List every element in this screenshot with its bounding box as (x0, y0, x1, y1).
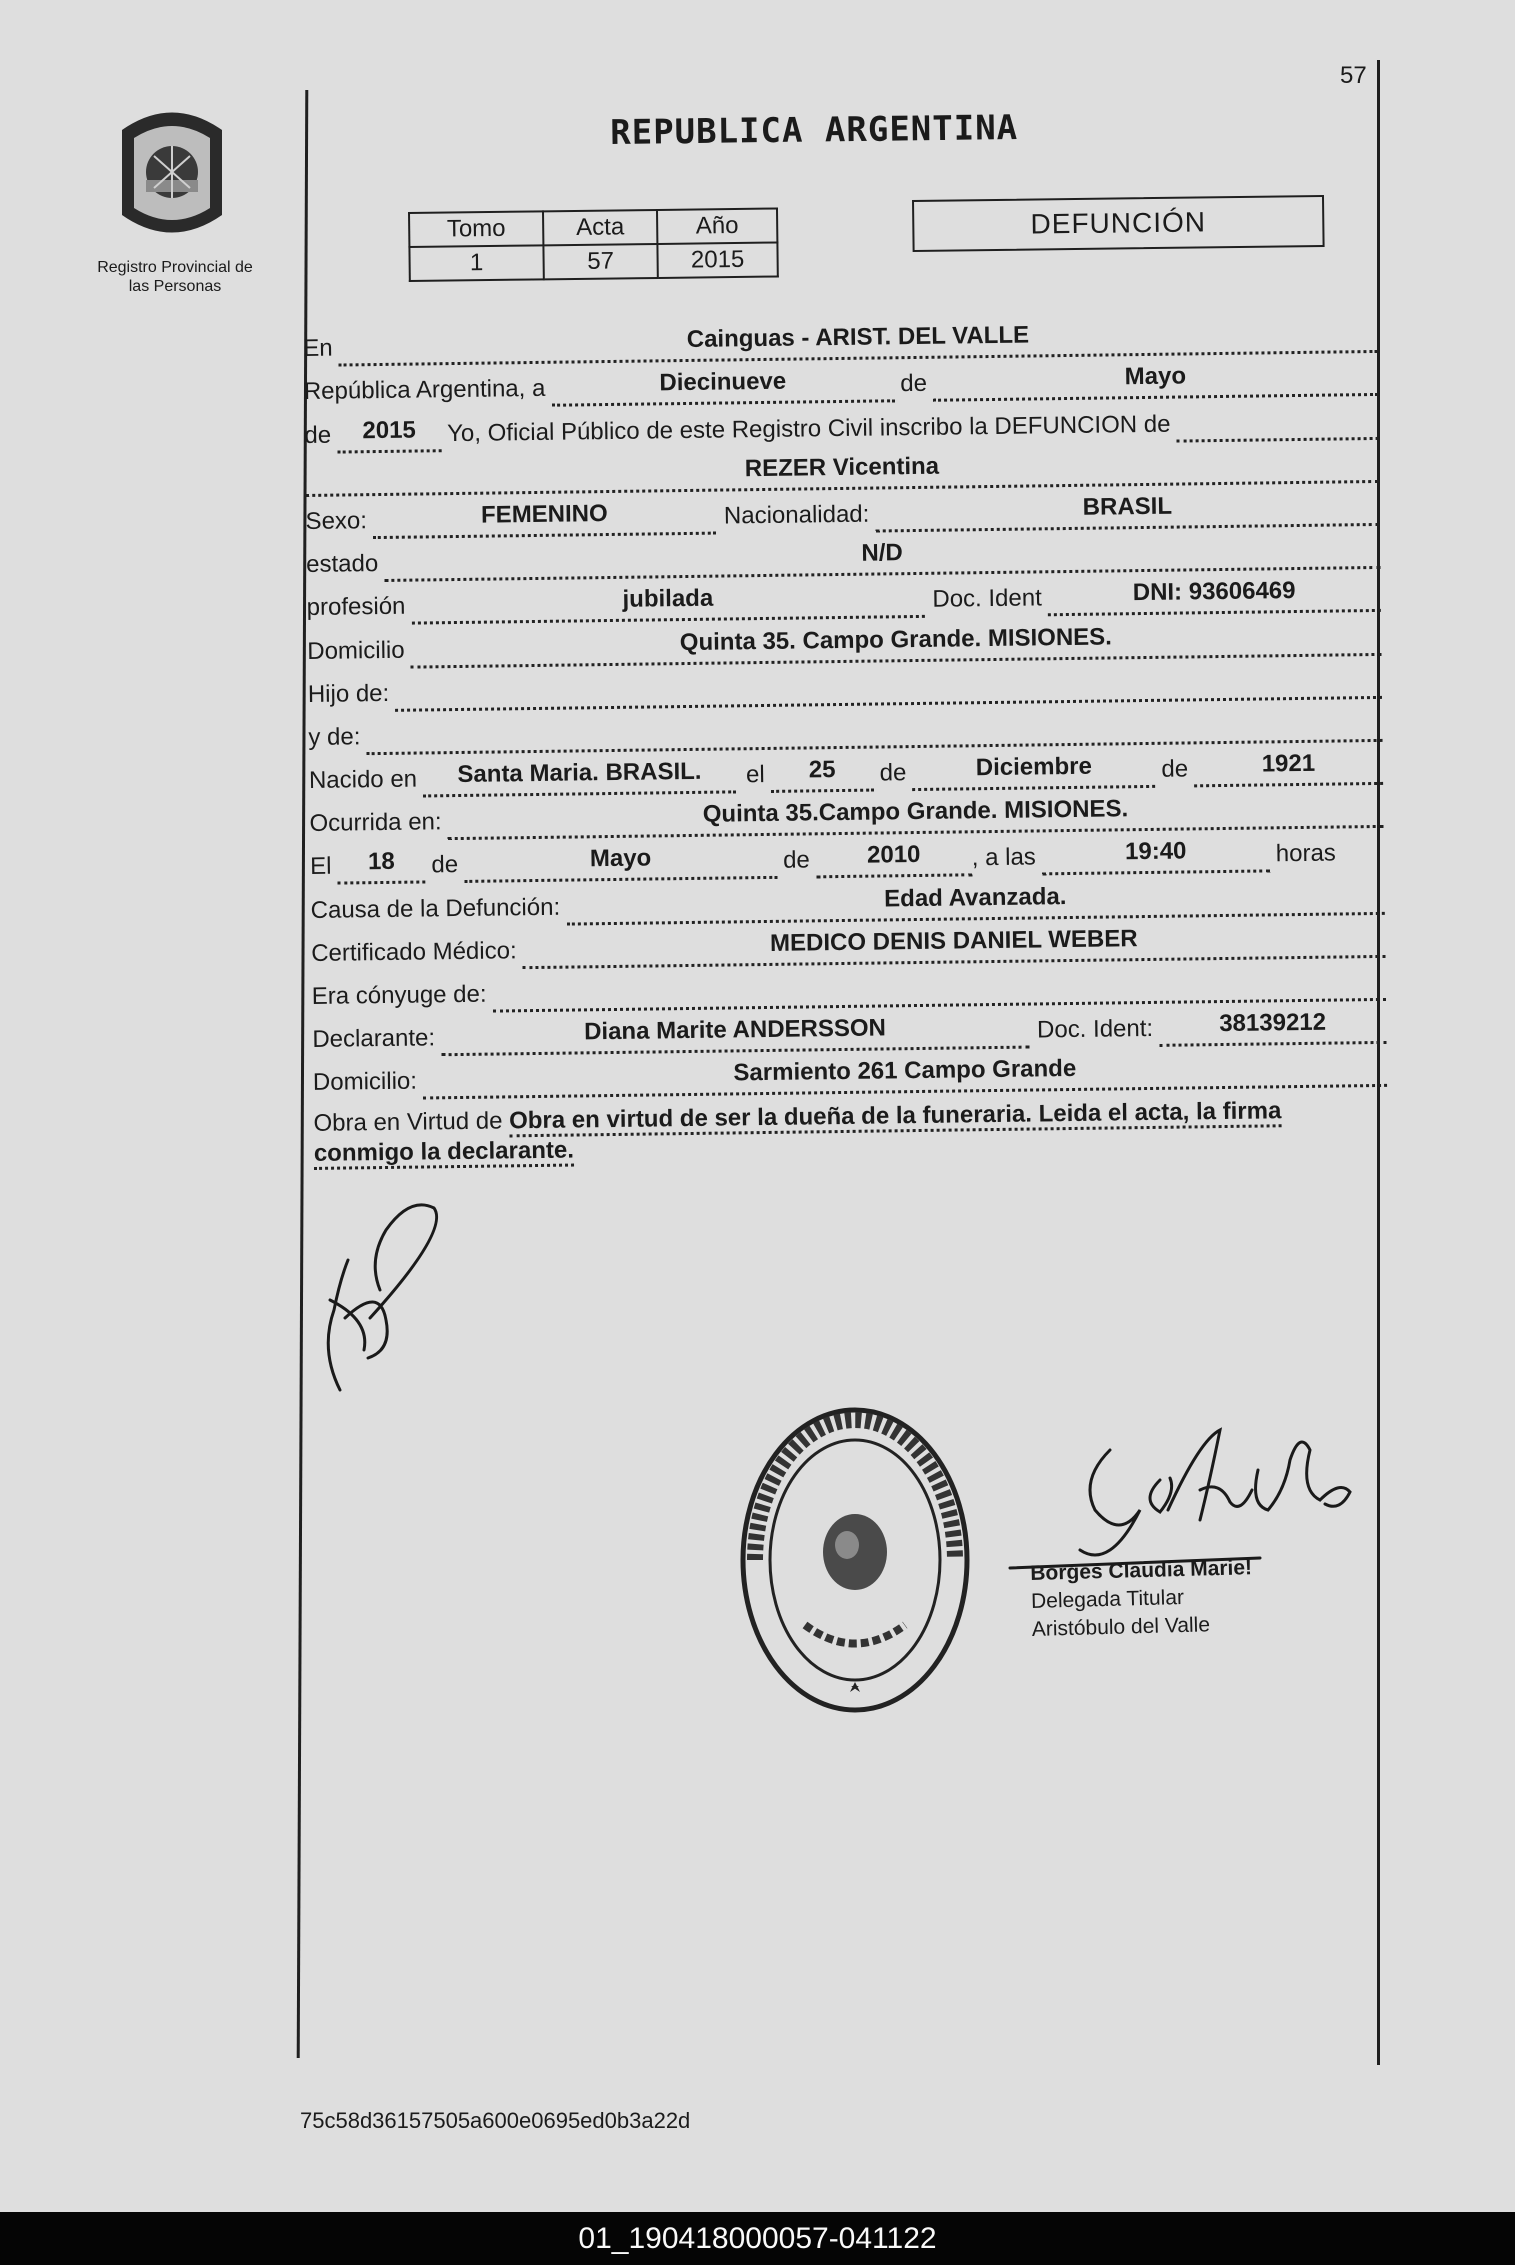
label-sexo: Sexo: (305, 507, 368, 535)
field-death-time: 19:40 (1042, 836, 1270, 876)
field-obra: Obra en virtud de ser la dueña de la funeraria. Leida el acta, la firma conmigo la declarante. (314, 1098, 1282, 1171)
field-cause-of-death: Edad Avanzada. (566, 878, 1385, 926)
officer-name: Borges Claudia Marie! (1030, 1556, 1253, 1585)
field-profession: jubilada (411, 581, 924, 625)
label-hijo-de: Hijo de: (307, 679, 390, 708)
registry-name-line1: Registro Provincial de (97, 259, 253, 276)
label-de-birth-month: de (879, 759, 907, 787)
field-id-document: DNI: 93606469 (1048, 575, 1381, 616)
label-domicilio: Domicilio (307, 636, 405, 665)
anio-header: Año (657, 208, 777, 243)
label-domicilio-declarant: Domicilio: (312, 1067, 418, 1097)
field-year: 2015 (337, 415, 441, 453)
tomo-header: Tomo (409, 211, 543, 247)
label-estado: estado (305, 550, 379, 579)
label-yo-oficial: Yo, Oficial Público de este Registro Civil inscribo la DEFUNCION de (446, 410, 1171, 447)
field-death-month: Mayo (464, 842, 777, 883)
field-birth-day: 25 (770, 755, 873, 793)
label-nacido-en: Nacido en (308, 765, 418, 795)
field-declarant: Diana Marite ANDERSSON (441, 1012, 1029, 1057)
page-number: 57 (1340, 62, 1367, 89)
label-de-year: de (304, 421, 332, 449)
label-conyuge: Era cónyuge de: (311, 980, 487, 1010)
label-doc-ident-declarant: Doc. Ident: (1036, 1015, 1154, 1044)
field-birth-year: 1921 (1194, 748, 1383, 787)
registry-name-line2: las Personas (128, 278, 222, 295)
label-el-birth: el (745, 761, 765, 789)
death-record-form (303, 310, 1388, 1169)
registry-name (80, 258, 270, 296)
label-de-birth-year: de (1161, 755, 1189, 783)
label-de-death-year: de (782, 846, 810, 875)
document-type-box: DEFUNCIÓN (912, 195, 1325, 252)
field-place: Cainguas - ARIST. DEL VALLE (338, 316, 1377, 367)
field-death-day: 18 (337, 847, 425, 885)
label-a-las: , a las (971, 843, 1037, 872)
label-causa: Causa de la Defunción: (310, 893, 561, 924)
field-month: Mayo (933, 359, 1378, 402)
document-title: REPUBLICA ARGENTINA (610, 108, 1019, 153)
label-y-de: y de: (308, 723, 361, 751)
label-republica: República Argentina, a (303, 375, 546, 406)
field-name-prefix (1176, 402, 1378, 442)
field-declarant-id: 38139212 (1159, 1007, 1387, 1047)
label-obra: Obra en Virtud de (313, 1107, 503, 1138)
label-certificado: Certificado Médico: (311, 937, 517, 967)
field-sex: FEMENINO (373, 498, 716, 539)
field-death-year: 2010 (816, 840, 972, 879)
tomo-value: 1 (409, 245, 543, 281)
label-profesion: profesión (306, 592, 406, 622)
field-medical-certificate: MEDICO DENIS DANIEL WEBER (522, 921, 1385, 969)
officer-office: Aristóbulo del Valle (1031, 1613, 1211, 1641)
acta-table (408, 207, 779, 282)
field-civil-status: N/D (384, 532, 1380, 582)
label-el-death: El (309, 853, 332, 881)
field-nationality: BRASIL (875, 489, 1380, 533)
registry-official-seal (735, 1400, 975, 1720)
field-place-of-death: Quinta 35.Campo Grande. MISIONES. (447, 791, 1383, 840)
label-nacionalidad: Nacionalidad: (723, 500, 870, 530)
misiones-province-logo (112, 100, 232, 250)
label-doc-ident: Doc. Ident (932, 584, 1042, 614)
label-ocurrida-en: Ocurrida en: (309, 808, 442, 838)
acta-header: Acta (543, 210, 657, 245)
label-de: de (900, 370, 928, 398)
field-birth-month: Diciembre (912, 751, 1155, 791)
field-address: Quinta 35. Campo Grande. MISIONES. (410, 618, 1381, 668)
field-deceased-name: REZER Vicentina (305, 446, 1379, 497)
document-hash: 75c58d36157505a600e0695ed0b3a22d (300, 2108, 691, 2133)
acta-value: 57 (543, 244, 657, 279)
footer-id-bar: 01_190418000057-041122 (0, 2212, 1515, 2265)
officer-role: Delegada Titular (1030, 1585, 1185, 1613)
label-de-death-month: de (431, 851, 459, 879)
label-en: En (303, 334, 333, 363)
label-declarante: Declarante: (312, 1024, 436, 1054)
label-horas: horas (1275, 839, 1337, 868)
anio-value: 2015 (657, 242, 777, 277)
field-day: Diecinueve (551, 366, 894, 407)
officer-block (1030, 1554, 1254, 1644)
field-birthplace: Santa Maria. BRASIL. (423, 756, 736, 797)
field-declarant-address: Sarmiento 261 Campo Grande (423, 1050, 1387, 1100)
row-obra (313, 1087, 1388, 1169)
declarant-signature (310, 1200, 450, 1400)
